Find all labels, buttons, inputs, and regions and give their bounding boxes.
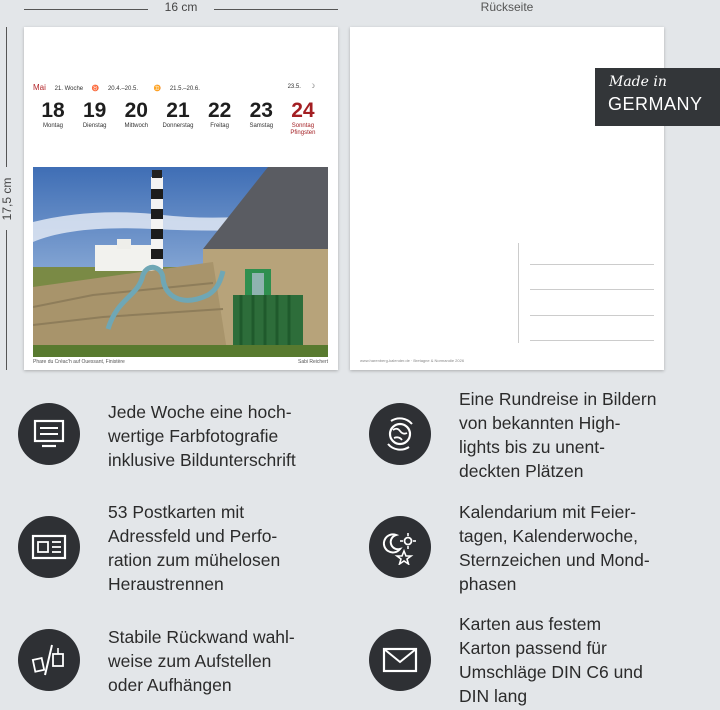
stand-hang-icon xyxy=(18,629,80,691)
zodiac-gemini xyxy=(154,86,207,92)
feature-text-cards: Karten aus festem Karton passend für Umschläge DIN C6 und DIN lang xyxy=(459,614,643,706)
address-line xyxy=(530,340,654,341)
day-number: 23 xyxy=(249,99,273,122)
day-number: 22 xyxy=(207,99,232,122)
day-wednesday xyxy=(116,99,156,137)
monitor-icon xyxy=(18,403,80,465)
calendar-header xyxy=(33,83,329,93)
feature-text-calendarium: Kalendarium mit Feier- tagen, Kalenderwoche, Sternzeichen und Mond- phasen xyxy=(459,502,650,594)
made-in-label: Made in xyxy=(609,74,667,90)
made-in-germany-badge xyxy=(595,68,720,126)
width-label: 16 cm xyxy=(164,0,198,14)
day-friday xyxy=(200,99,240,137)
day-number: 19 xyxy=(82,99,107,122)
photo-caption: Phare du Créac'h auf Ouessant, Finistère xyxy=(33,359,125,365)
envelope-icon xyxy=(369,629,431,691)
day-name: Sonntag xyxy=(291,123,315,129)
address-line xyxy=(530,289,654,290)
address-line xyxy=(530,264,654,265)
moon-date: 23.5. xyxy=(287,84,301,90)
day-sunday xyxy=(283,99,323,137)
holiday-name: Pfingsten xyxy=(290,130,316,136)
back-footer: www.harenberg-kalender.de · Bretagne & Normandie 2026 xyxy=(360,358,465,363)
week-days xyxy=(33,99,323,137)
feature-text-postcards: 53 Postkarten mit Adressfeld und Perfo- ration zum mühelosen Heraustrennen xyxy=(108,502,281,594)
height-dimension xyxy=(0,27,14,370)
photo-credit: Sabi Reichert xyxy=(297,359,328,365)
feature-text-journey: Eine Rundreise in Bildern von bekannten High- lights bis zu unent- deckten Plätzen xyxy=(459,389,657,481)
width-dimension xyxy=(24,0,338,18)
zodiac-taurus xyxy=(92,86,145,92)
back-side-label: Rückseite xyxy=(480,0,534,14)
day-name: Montag xyxy=(42,123,63,129)
moon-icon: ☽ xyxy=(309,84,315,90)
day-tuesday xyxy=(75,99,115,137)
gemini-icon: ♊ xyxy=(153,86,162,92)
address-separator xyxy=(518,243,519,343)
moon-phase xyxy=(288,83,322,90)
day-name: Samstag xyxy=(249,123,274,129)
day-number: 24 xyxy=(291,99,315,122)
moon-sun-star-icon xyxy=(369,516,431,578)
month-label: Mai xyxy=(33,83,46,92)
day-number: 18 xyxy=(41,99,65,122)
day-name: Freitag xyxy=(210,123,229,129)
week-label: 21. Woche xyxy=(54,86,84,92)
day-name: Donnerstag xyxy=(162,123,194,129)
zodiac1-dates: 20.4.–20.5. xyxy=(107,86,138,92)
day-monday xyxy=(33,99,73,137)
lighthouse-photo xyxy=(33,167,328,357)
address-line xyxy=(530,315,654,316)
postcard-icon xyxy=(18,516,80,578)
taurus-icon: ♉ xyxy=(91,86,100,92)
feature-text-backboard: Stabile Rückwand wahl- weise zum Aufstellen oder Aufhängen xyxy=(108,627,295,695)
day-number: 21 xyxy=(166,99,190,122)
zodiac2-dates: 21.5.–20.6. xyxy=(169,86,200,92)
day-thursday xyxy=(158,99,198,137)
day-number: 20 xyxy=(124,99,148,122)
country-label: GERMANY xyxy=(608,94,703,114)
day-name: Mittwoch xyxy=(124,123,149,129)
height-label: 17,5 cm xyxy=(0,177,14,221)
postcard-front xyxy=(24,27,338,370)
feature-text-photos: Jede Woche eine hoch- wertige Farbfotografie inklusive Bildunterschrift xyxy=(108,402,296,470)
photo-illustration xyxy=(33,167,328,357)
globe-icon xyxy=(369,403,431,465)
day-saturday xyxy=(241,99,281,137)
day-name: Dienstag xyxy=(82,123,107,129)
